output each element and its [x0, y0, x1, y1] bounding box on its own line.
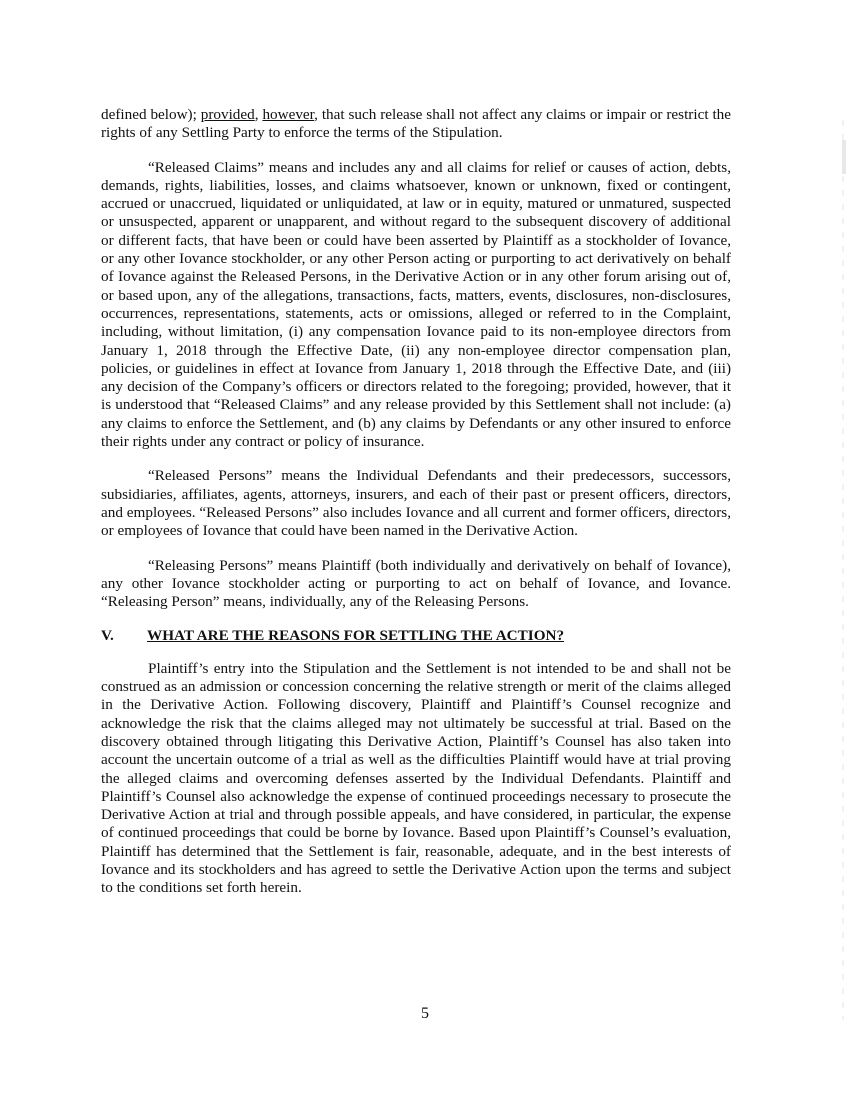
- scan-mark: [842, 140, 846, 174]
- page-number: 5: [421, 1005, 429, 1022]
- paragraph-releasing-persons: “Releasing Persons” means Plaintiff (both individually and derivatively on behalf of Iovance), any other Iovance stockholder acting or purporting to act on behalf of Iovance, and Iovance. “Releasing Person” means, individually, any of the Releasing Persons.: [101, 556, 731, 611]
- proviso-text-end: , that such release shall not affect any claims or impair or restrict the rights of any Settling Party to enforce the terms of the Stipulation.: [101, 106, 731, 142]
- document-page: [101, 106, 731, 914]
- underlined-however: however: [262, 106, 315, 123]
- paragraph-release-proviso: [101, 106, 731, 143]
- proviso-comma: ,: [254, 106, 263, 123]
- paragraph-reasons: Plaintiff’s entry into the Stipulation and the Settlement is not intended to be and shall not be construed as an admission or concession concerning the relative strength or merit of the claims alleged in the Derivative Action. Following discovery, Plaintiff and Plaintiff’s Counsel recognize and acknowledge the risk that the claims alleged may not ultimately be successful at trial. Based on the discovery obtained through litigating this Derivative Action, Plaintiff’s Counsel has also taken into account the uncertain outcome of a trial as well as the difficulties Plaintiff would have at trial proving the alleged claims and overcoming defenses asserted by the Individual Defendants. Plaintiff and Plaintiff’s Counsel also acknowledge the expense of continued proceedings necessary to prosecute the Derivative Action at trial and through possible appeals, and have considered, in particular, the expense of continued proceedings that could be borne by Iovance. Based upon Plaintiff’s Counsel’s evaluation, Plaintiff has determined that the Settlement is fair, reasonable, adequate, and in the best interests of Iovance and its stockholders and has agreed to settle the Derivative Action upon the terms and subject to the conditions set forth herein.: [101, 659, 731, 897]
- section-heading: [101, 627, 731, 645]
- proviso-text-start: defined below);: [101, 106, 201, 123]
- section-title: WHAT ARE THE REASONS FOR SETTLING THE ACTION?: [147, 627, 565, 645]
- scan-edge: [842, 120, 844, 1020]
- paragraph-released-persons: “Released Persons” means the Individual Defendants and their predecessors, successors, subsidiaries, affiliates, agents, attorneys, insurers, and each of their past or present officers, directors, and employees. “Released Persons” also includes Iovance and all current and former officers, directors, or employees of Iovance that could have been named in the Derivative Action.: [101, 467, 731, 540]
- paragraph-released-claims: “Released Claims” means and includes any and all claims for relief or causes of action, debts, demands, rights, liabilities, losses, and claims whatsoever, known or unknown, fixed or contingent, accrued or unaccrued, liquidated or unliquidated, at law or in equity, matured or unmatured, suspected or unsuspected, apparent or unapparent, and without regard to the subsequent discovery of additional or different facts, that have been or could have been asserted by Plaintiff as a stockholder of Iovance, or any other Iovance stockholder, or any other Person acting or purporting to act derivatively on behalf of Iovance against the Released Persons, in the Derivative Action or in any other forum arising out of, or based upon, any of the allegations, transactions, facts, matters, events, disclosures, non-disclosures, occurrences, representations, statements, acts or omissions, alleged or referred to in the Complaint, including, without limitation, (i) any compensation Iovance paid to its non-employee directors from January 1, 2018 through the Effective Date, (ii) any non-employee director compensation plan, policies, or guidelines in effect at Iovance from January 1, 2018 through the Effective Date, and (iii) any decision of the Company’s officers or directors related to the foregoing; provided, however, that it is understood that “Released Claims” and any release provided by this Settlement shall not include: (a) any claims to enforce the Settlement, and (b) any claims by Defendants or any other insured to enforce their rights under any contract or policy of insurance.: [101, 158, 731, 451]
- section-number: V.: [101, 627, 114, 645]
- underlined-provided: provided: [200, 106, 255, 123]
